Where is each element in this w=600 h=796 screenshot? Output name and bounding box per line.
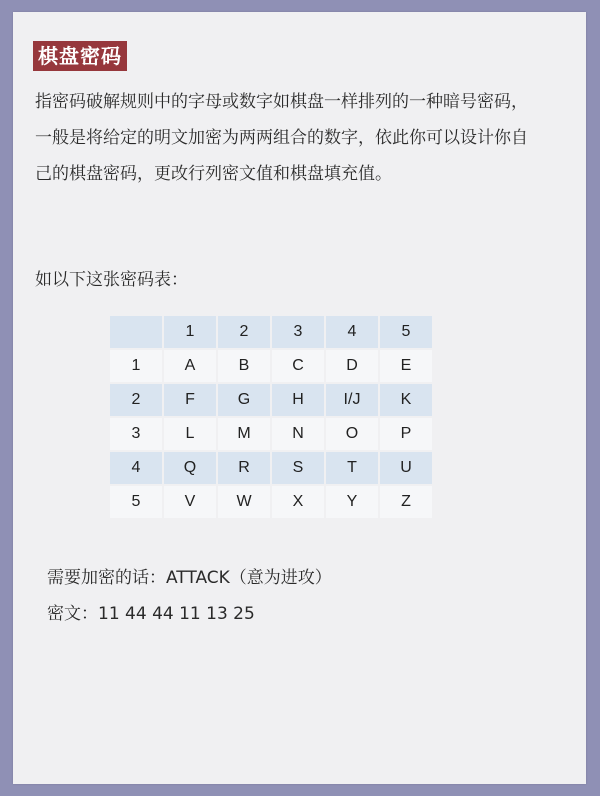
table-header-cell: 1	[164, 316, 216, 348]
table-cell: A	[164, 350, 216, 382]
table-cell: W	[218, 486, 270, 518]
table-cell: 5	[110, 486, 162, 518]
table-header-cell: 4	[326, 316, 378, 348]
table-cell: S	[272, 452, 324, 484]
table-header-row	[110, 316, 432, 348]
table-cell: X	[272, 486, 324, 518]
table-cell: Z	[380, 486, 432, 518]
table-cell: 2	[110, 384, 162, 416]
table-row	[110, 418, 432, 450]
table-intro-text: 如以下这张密码表：	[35, 270, 188, 290]
page-title: 棋盘密码	[33, 41, 127, 71]
table-row	[110, 350, 432, 382]
table-cell: K	[380, 384, 432, 416]
table-cell: 3	[110, 418, 162, 450]
table-cell: E	[380, 350, 432, 382]
table-cell: N	[272, 418, 324, 450]
example-ciphertext: 密文：11 44 44 11 13 25	[47, 604, 255, 624]
table-cell: Q	[164, 452, 216, 484]
table-cell: Y	[326, 486, 378, 518]
table-header-cell: 2	[218, 316, 270, 348]
table-cell: U	[380, 452, 432, 484]
cipher-table	[108, 314, 434, 520]
table-cell: R	[218, 452, 270, 484]
table-cell: D	[326, 350, 378, 382]
table-cell: L	[164, 418, 216, 450]
table-cell: F	[164, 384, 216, 416]
table-row	[110, 452, 432, 484]
table-cell: V	[164, 486, 216, 518]
table-cell: P	[380, 418, 432, 450]
intro-paragraph: 指密码破解规则中的字母或数字如棋盘一样排列的一种暗号密码，一般是将给定的明文加密为两两组合的数字，依此你可以设计你自己的棋盘密码，更改行列密文值和棋盘填充值。	[35, 92, 528, 184]
table-header-cell: 3	[272, 316, 324, 348]
table-header-cell	[110, 316, 162, 348]
table-cell: H	[272, 384, 324, 416]
table-row	[110, 384, 432, 416]
table-cell: O	[326, 418, 378, 450]
table-cell: G	[218, 384, 270, 416]
table-header-cell: 5	[380, 316, 432, 348]
table-cell: 1	[110, 350, 162, 382]
table-cell: 4	[110, 452, 162, 484]
table-cell: T	[326, 452, 378, 484]
table-cell: M	[218, 418, 270, 450]
table-cell: I/J	[326, 384, 378, 416]
example-plaintext: 需要加密的话：ATTACK（意为进攻）	[47, 568, 332, 588]
table-row	[110, 486, 432, 518]
table-cell: B	[218, 350, 270, 382]
table-cell: C	[272, 350, 324, 382]
